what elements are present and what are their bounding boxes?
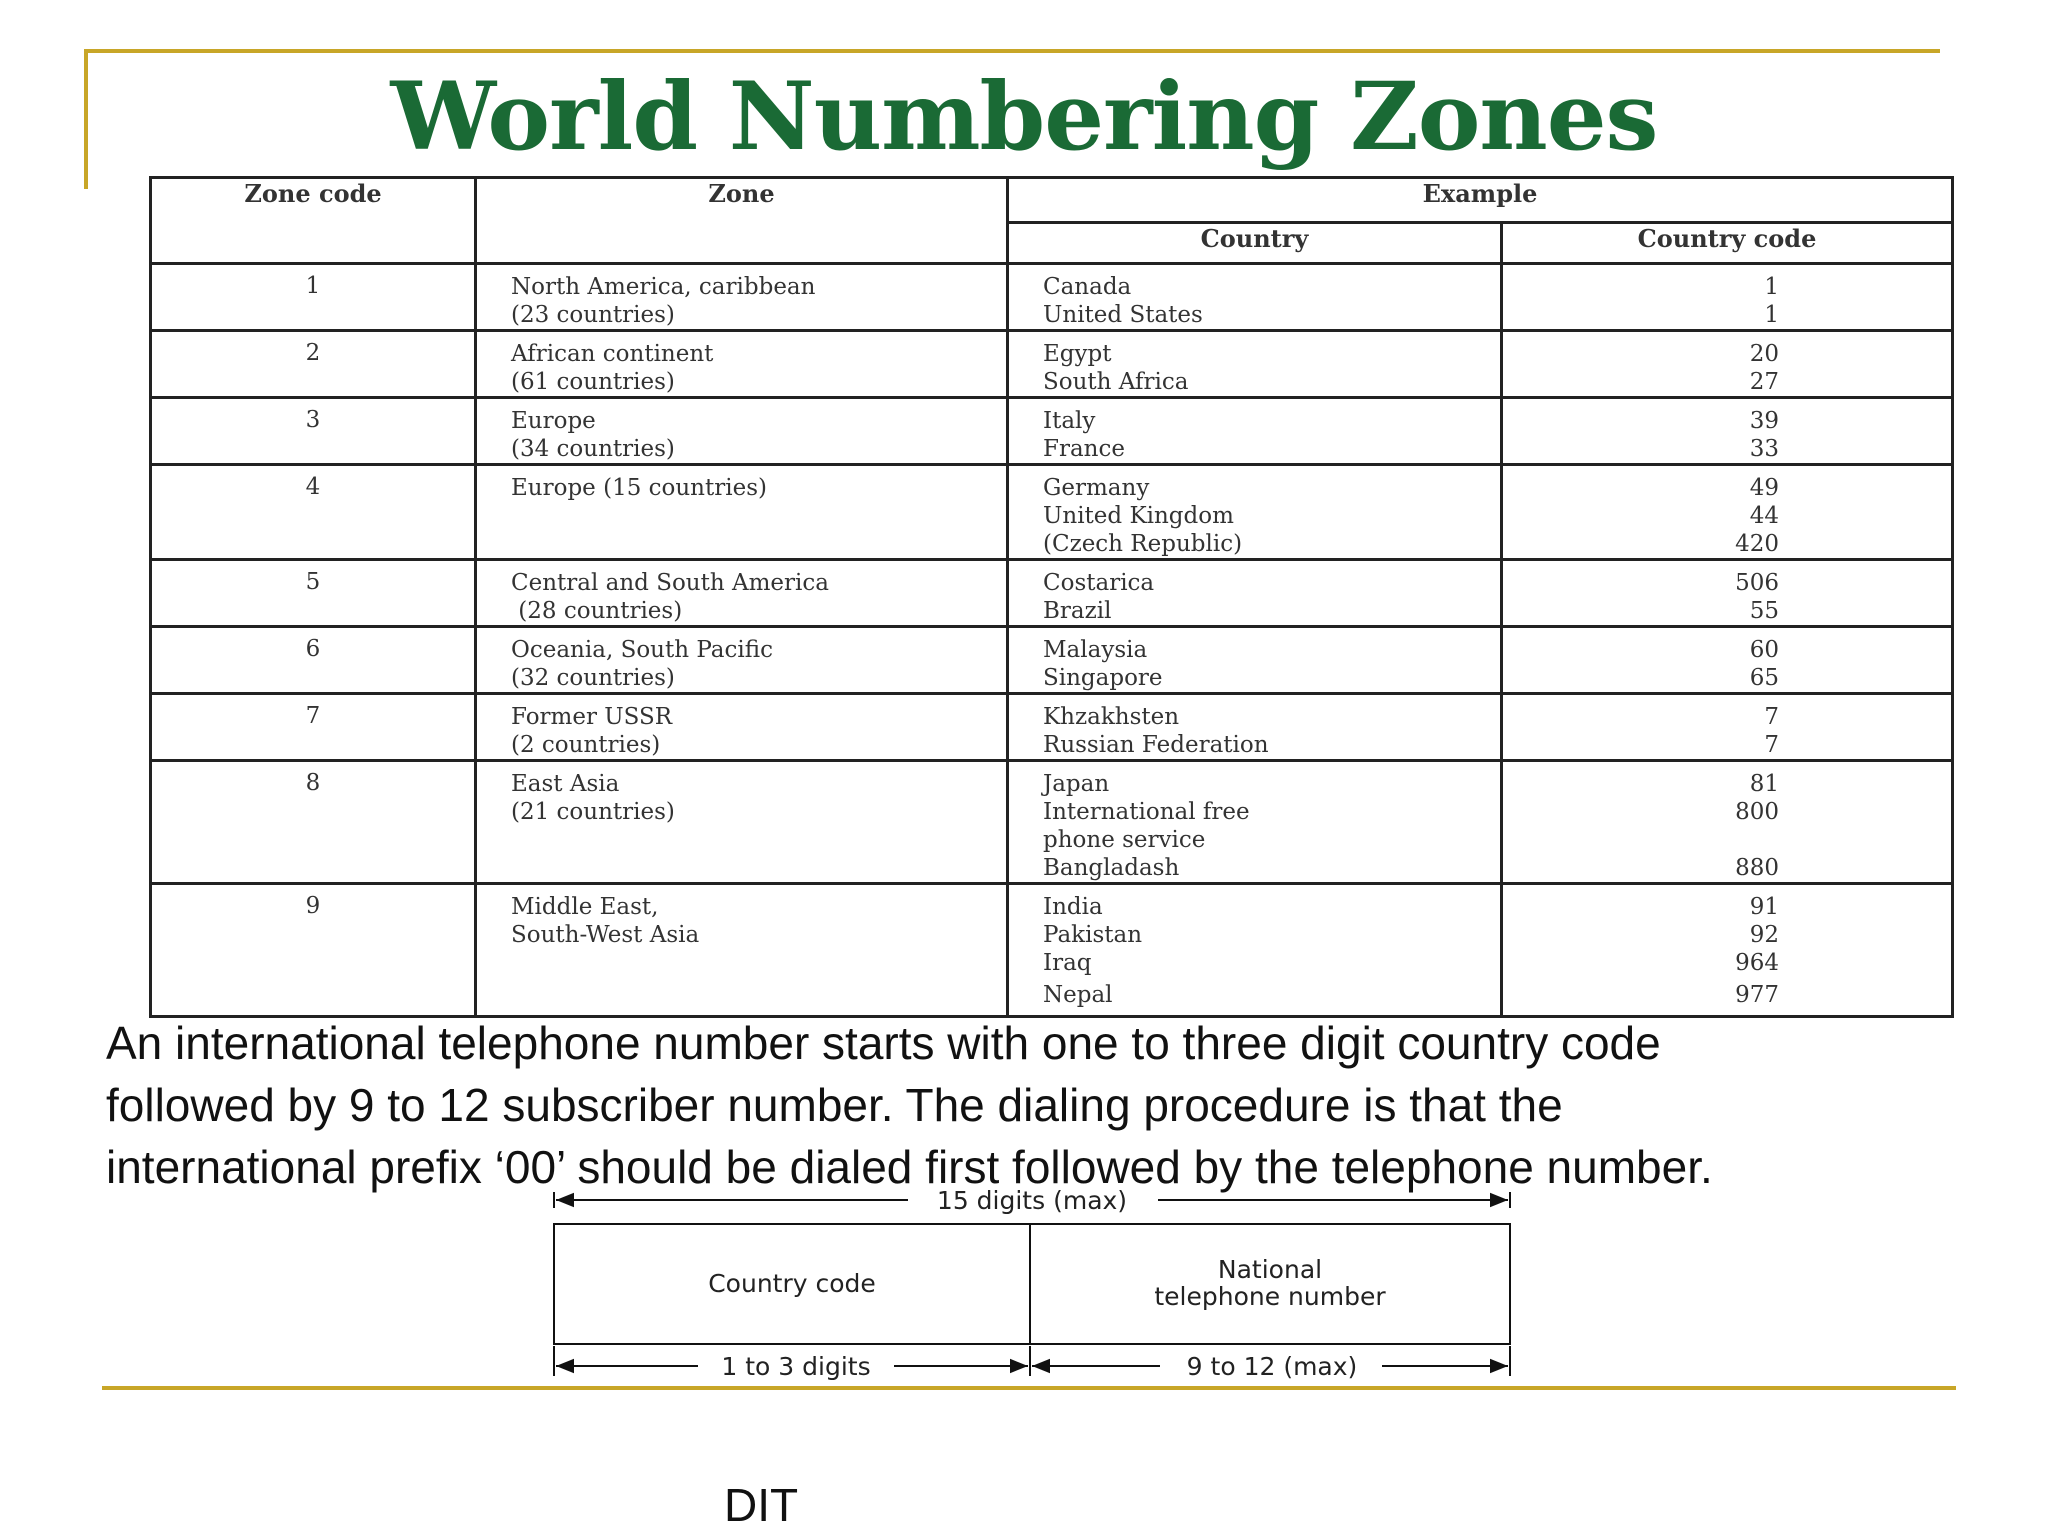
country-code-cell-line: 964 [1735,950,1779,976]
country-cell [1008,694,1502,761]
zone-code-cell: 2 [151,331,476,398]
zone-cell-line: (28 countries) [511,598,683,624]
country-cell-line: Nepal [1043,982,1113,1008]
country-code-cell [1502,398,1953,465]
country-code-cell [1502,560,1953,627]
table-row [151,465,1953,560]
country-cell [1008,560,1502,627]
table-row [151,884,1953,1017]
country-code-cell-line: 55 [1749,598,1779,624]
country-code-cell [1502,331,1953,398]
zone-code-cell: 4 [151,465,476,560]
country-cell-line: Malaysia [1043,637,1148,663]
description-line: followed by 9 to 12 subscriber number. The dialing procedure is that the [106,1079,1563,1131]
top-rule [84,49,1940,53]
zone-cell-line: (32 countries) [511,665,675,691]
zone-code-cell: 3 [151,398,476,465]
zone-cell-line: Europe (15 countries) [511,475,767,501]
zone-cell-line: Europe [511,408,596,434]
country-code-cell-line: 91 [1749,894,1779,920]
country-cell-line: Russian Federation [1043,732,1269,758]
country-cell-line: United Kingdom [1043,503,1234,529]
table-row [151,560,1953,627]
zone-cell-line: (21 countries) [511,799,675,825]
bottom-rule [102,1386,1956,1390]
zone-cell [476,761,1008,884]
zone-cell [476,264,1008,331]
country-code-cell-line: 7 [1764,704,1779,730]
table-row [151,694,1953,761]
table-row [151,398,1953,465]
country-cell [1008,398,1502,465]
country-code-cell [1502,264,1953,331]
country-cell [1008,331,1502,398]
description-line: international prefix ‘00’ should be dialed first followed by the telephone number. [106,1141,1713,1193]
country-code-cell-line: 60 [1749,637,1779,663]
country-code-cell-line: 420 [1735,531,1779,557]
country-cell-line: Germany [1043,475,1150,501]
zone-cell [476,884,1008,1017]
zone-cell-line: (61 countries) [511,369,675,395]
country-cell-line: Pakistan [1043,922,1143,948]
national-digits-label: 9 to 12 (max) [1186,1352,1358,1381]
country-code-cell-line: 1 [1764,274,1779,300]
country-code-cell-line: 49 [1749,475,1779,501]
country-cell-line: United States [1043,302,1203,328]
country-code-cell-line: 1 [1764,302,1779,328]
country-cell-line: South Africa [1043,369,1189,395]
zone-code-cell: 6 [151,627,476,694]
country-cell-line: India [1043,894,1103,920]
country-code-cell-line: 7 [1764,732,1779,758]
header-country: Country [1008,223,1502,264]
country-cell-line: (Czech Republic) [1043,531,1243,557]
zone-cell [476,331,1008,398]
country-code-cell-line: 81 [1749,771,1779,797]
zone-cell [476,398,1008,465]
country-code-cell-line: 506 [1735,570,1779,596]
country-code-cell-line: 27 [1749,369,1779,395]
country-code-cell-line [1503,826,1779,854]
country-cell [1008,264,1502,331]
country-cell-line: Japan [1043,771,1110,797]
number-format-diagram [548,1184,1514,1384]
country-code-cell-line: 977 [1735,982,1779,1008]
country-code-cell-line: 800 [1735,799,1779,825]
national-box-label-line: telephone number [1154,1282,1386,1311]
zone-code-cell: 7 [151,694,476,761]
table-row [151,331,1953,398]
total-digits-label: 15 digits (max) [936,1186,1128,1215]
description-paragraph [106,1012,1966,1198]
country-code-cell-line: 92 [1749,922,1779,948]
zone-code-cell: 9 [151,884,476,1017]
country-code-cell-line: 39 [1749,408,1779,434]
country-cell-line: Canada [1043,274,1132,300]
zone-cell [476,627,1008,694]
zone-code-cell: 8 [151,761,476,884]
zone-cell-line: East Asia [511,771,620,797]
country-code-cell-line: 880 [1735,855,1779,881]
zone-cell-line: Middle East, [511,894,659,920]
country-cell-line: France [1043,436,1125,462]
country-code-cell-line: 65 [1749,665,1779,691]
zone-cell-line: African continent [511,341,714,367]
country-cell-line: International free [1043,799,1250,825]
country-cell-line: Bangladash [1043,855,1180,881]
country-cell-line: Egypt [1043,341,1112,367]
zone-cell-line: Oceania, South Pacific [511,637,773,663]
header-example: Example [1008,178,1953,223]
header-zone: Zone [476,178,1008,264]
zone-cell [476,465,1008,560]
numbering-zones-table [149,176,1954,1018]
country-cell-line: phone service [1043,827,1206,853]
country-code-box-label: Country code [708,1269,876,1298]
country-cell-line: Iraq [1043,950,1092,976]
country-cell-line: Singapore [1043,665,1163,691]
zone-cell-line: South-West Asia [511,922,700,948]
country-cell [1008,884,1502,1017]
country-code-cell [1502,884,1953,1017]
header-country-code: Country code [1502,223,1953,264]
header-zone-code: Zone code [151,178,476,264]
country-code-cell-line: 44 [1749,503,1779,529]
zone-cell [476,560,1008,627]
country-cell-line: Italy [1043,408,1096,434]
country-code-cell-line: 33 [1749,436,1779,462]
description-line: An international telephone number starts with one to three digit country code [106,1017,1661,1069]
country-code-cell [1502,465,1953,560]
zone-cell-line: (34 countries) [511,436,675,462]
zone-cell-line: North America, caribbean [511,274,816,300]
table-row [151,264,1953,331]
country-cell-line: Khzakhsten [1043,704,1180,730]
country-cell-line: Brazil [1043,598,1112,624]
footer-label: DIT [724,1479,799,1531]
zone-code-cell: 1 [151,264,476,331]
zone-cell-line: (23 countries) [511,302,675,328]
country-cell-line: Costarica [1043,570,1155,596]
slide-title: World Numbering Zones [390,62,1658,172]
zone-code-cell: 5 [151,560,476,627]
country-code-cell [1502,761,1953,884]
zone-cell-line: Former USSR [511,704,673,730]
zone-cell-line: Central and South America [511,570,829,596]
country-code-cell [1502,694,1953,761]
table-row [151,761,1953,884]
country-cell [1008,465,1502,560]
zone-cell [476,694,1008,761]
country-digits-label: 1 to 3 digits [721,1352,871,1381]
country-cell [1008,627,1502,694]
national-box-label-line: National [1217,1255,1323,1284]
country-cell [1008,761,1502,884]
zone-cell-line: (2 countries) [511,732,661,758]
table-row [151,627,1953,694]
country-code-cell [1502,627,1953,694]
country-code-cell-line: 20 [1749,341,1779,367]
